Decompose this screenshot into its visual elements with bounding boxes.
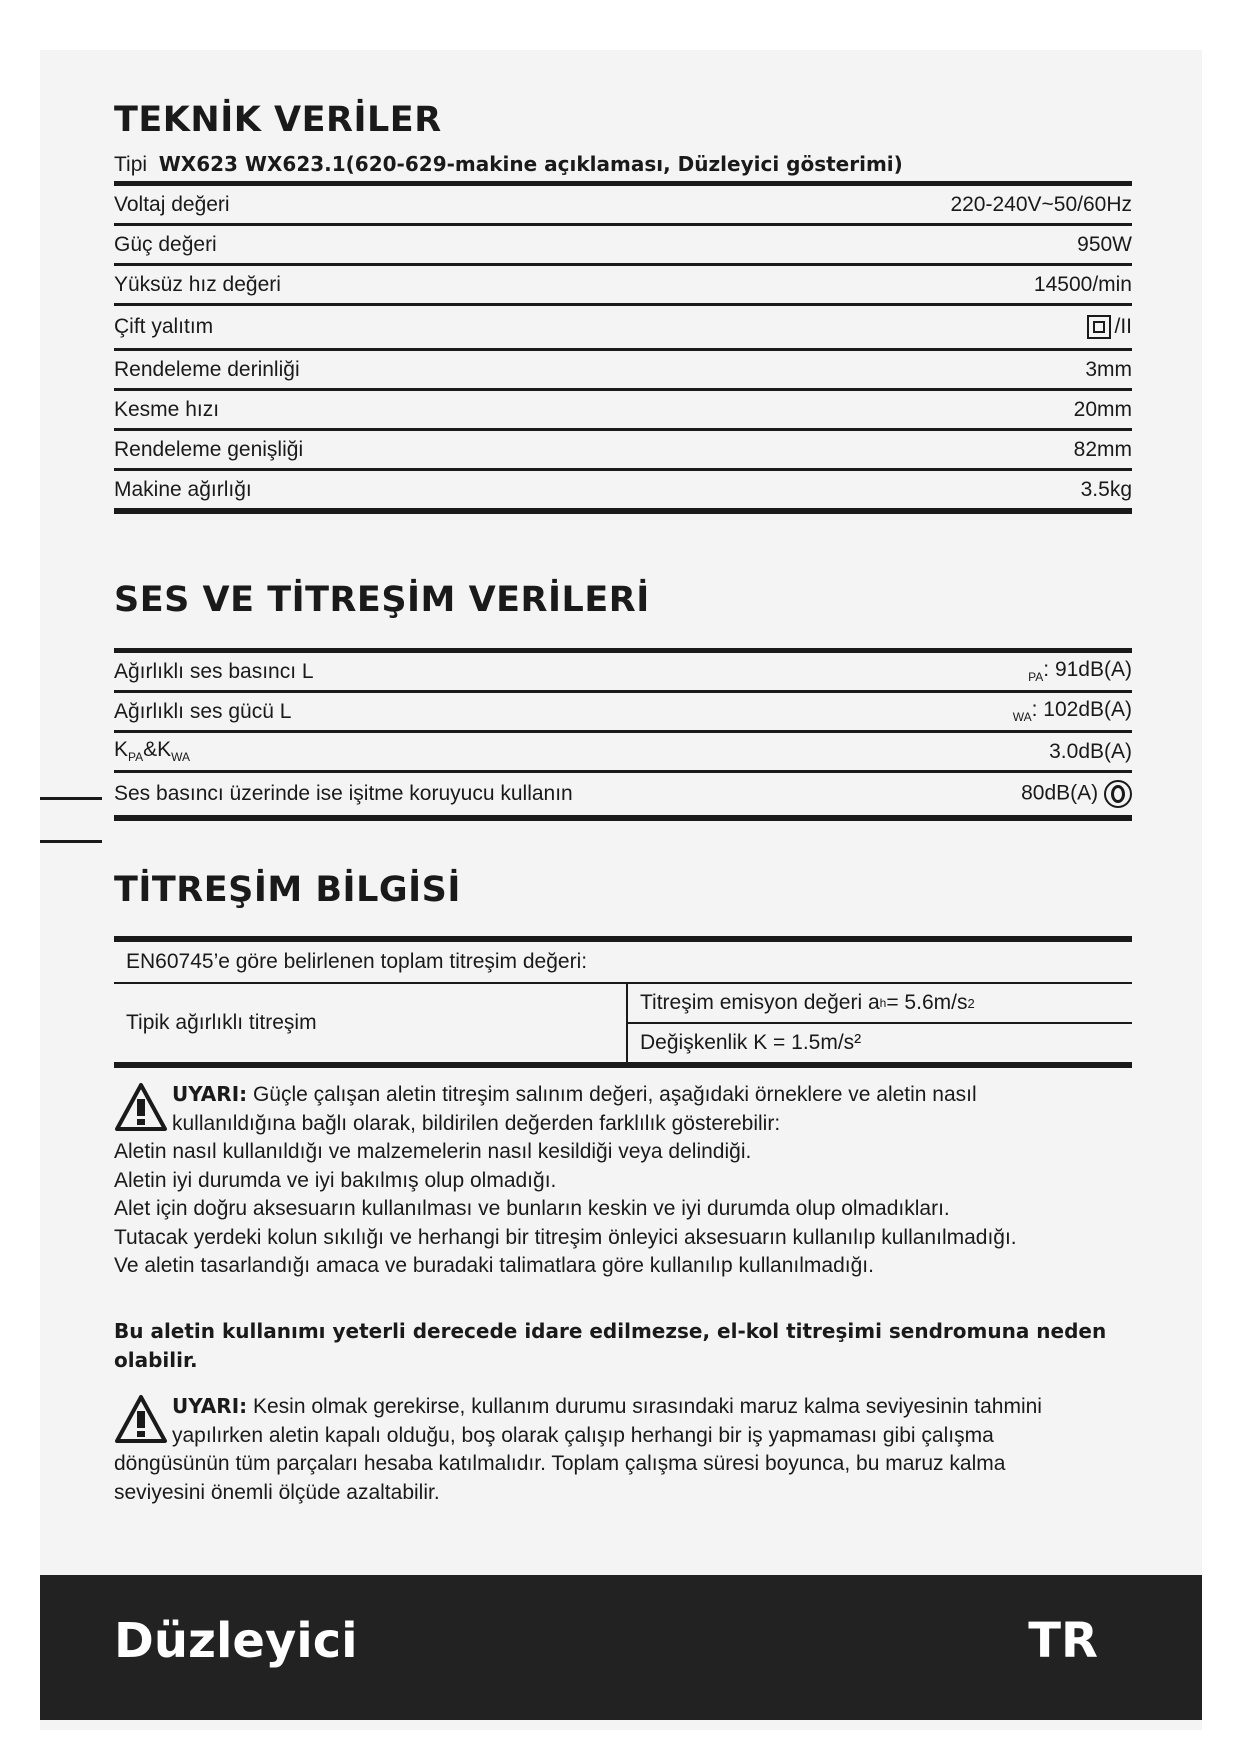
section-title-vibration: TİTREŞİM BİLGİSİ (114, 870, 461, 910)
sound-value: : 102dB(A) (1031, 698, 1132, 722)
superscript: 2 (967, 995, 975, 1011)
warning-head (114, 1080, 1132, 1138)
sound-label: Ağırlıklı ses gücü L (114, 699, 292, 723)
type-label: Tipi (114, 153, 148, 176)
spec-value: 950W (1077, 232, 1132, 256)
spec-label: Voltaj değeri (114, 192, 230, 216)
vibration-right-cells (628, 984, 1132, 1062)
sound-value-wrap (1021, 780, 1132, 808)
warning-text (172, 1080, 977, 1138)
margin-mark (40, 840, 102, 843)
warning-line: kullanıldığına bağlı olarak, bildirilen değerden farklılık gösterebilir: (172, 1111, 781, 1135)
type-value: WX623 WX623.1(620-629-makine açıklaması, Düzleyici gösterimi) (158, 152, 903, 176)
margin-mark (40, 797, 102, 800)
sound-value: : 91dB(A) (1043, 658, 1132, 682)
emission-text: = 5.6m/s (886, 991, 968, 1014)
subscript: PA (128, 750, 144, 765)
warning-label: UYARI: (172, 1394, 248, 1418)
spec-row (114, 226, 1132, 266)
list-item: Aletin iyi durumda ve iyi bakılmış olup olmadığı. (114, 1168, 557, 1192)
vibration-table (114, 936, 1132, 1068)
warning-head (114, 1392, 1132, 1450)
k-symbol: K (114, 738, 129, 762)
spec-label: Kesme hızı (114, 397, 220, 421)
warning-block-2 (114, 1392, 1132, 1507)
list-item: Alet için doğru aksesuarın kullanılması ve bunların keskin ve iyi durumda olup olmadıkları. (114, 1197, 950, 1220)
list-item: Tutacak yerdeki kolun sıkılığı ve herhangi bir titreşim önleyici aksesuarın kullanılıp kullanılmadığı. (114, 1225, 1017, 1249)
subscript: WA (171, 750, 191, 765)
vibration-left-cell: Tipik ağırlıklı titreşim (114, 984, 628, 1062)
bold-note: Bu aletin kullanımı yeterli derecede idare edilmezse, el-kol titreşimi sendromuna neden olabilir. (114, 1319, 1107, 1372)
spec-row (114, 391, 1132, 431)
warning-icon (114, 1082, 168, 1132)
spec-label: Çift yalıtım (114, 315, 214, 338)
spec-label: Güç değeri (114, 232, 217, 256)
warning-text (172, 1392, 1042, 1450)
spec-value: 3mm (1085, 357, 1132, 381)
warning-line: seviyesini önemli ölçüde azaltabilir. (114, 1480, 440, 1504)
sound-value-wrap (1028, 658, 1132, 684)
sound-row (114, 693, 1132, 733)
spec-label: Rendeleme genişliği (114, 437, 304, 461)
footer-title: Düzleyici (114, 1613, 358, 1669)
vibration-section (114, 870, 1132, 1068)
spec-row (114, 306, 1132, 351)
ear-protection-icon (1104, 780, 1132, 808)
subscript: WA (1012, 710, 1032, 725)
emission-text: Titreşim emisyon değeri a (640, 991, 880, 1014)
sound-value-wrap (1013, 698, 1132, 724)
sound-label: Ağırlıklı ses basıncı L (114, 659, 314, 683)
language-code: TR (1028, 1613, 1098, 1669)
warning-line: döngüsünün tüm parçaları hesaba katılmalıdır. Toplam çalışma süresi boyunca, bu maruz kalma (114, 1452, 1006, 1475)
warning-line: yapılırken aletin kapalı olduğu, boş olarak çalışıp herhangi bir iş yapmaması gibi çalışma (172, 1423, 994, 1447)
warning-list (114, 1138, 1132, 1281)
sound-section (114, 580, 1132, 821)
spec-label: Yüksüz hız değeri (114, 272, 281, 296)
type-line (114, 152, 1132, 181)
warning-block-1 (114, 1080, 1132, 1281)
spec-row (114, 431, 1132, 471)
spec-row (114, 266, 1132, 306)
sound-value: 80dB(A) (1021, 781, 1099, 805)
spec-table (114, 181, 1132, 514)
warning-line: Kesin olmak gerekirse, kullanım durumu sırasındaki maruz kalma seviyesinin tahmini (247, 1395, 1042, 1418)
spec-value: 20mm (1073, 397, 1132, 421)
subscript: h (879, 996, 887, 1010)
spec-value: 3.5kg (1080, 477, 1132, 501)
section-title-technical: TEKNİK VERİLER (114, 100, 442, 140)
spec-label: Makine ağırlığı (114, 477, 252, 501)
vibration-body (114, 984, 1132, 1062)
vibration-header: EN60745’e göre belirlenen toplam titreşim değeri: (114, 942, 1132, 984)
list-item: Ve aletin tasarlandığı amaca ve buradaki talimatlara göre kullanılıp kullanılmadığı. (114, 1254, 874, 1277)
list-item: Aletin nasıl kullanıldığı ve malzemelerin nasıl kesildiği veya delindiği. (114, 1140, 752, 1163)
warning-icon (114, 1394, 168, 1444)
technical-data-section (114, 100, 1132, 514)
sound-label (114, 738, 190, 764)
spec-row (114, 471, 1132, 508)
subscript: PA (1028, 670, 1044, 685)
spec-value: /II (1114, 315, 1132, 338)
spec-value: 220-240V~50/60Hz (950, 192, 1132, 216)
sound-row (114, 653, 1132, 693)
spec-row (114, 351, 1132, 391)
sound-row (114, 773, 1132, 815)
double-insulation (1087, 315, 1132, 339)
sound-value: 3.0dB(A) (1049, 739, 1132, 763)
warning-label: UYARI: (172, 1082, 248, 1106)
spec-label: Rendeleme derinliği (114, 357, 300, 381)
footer-bar (40, 1575, 1202, 1720)
sound-row (114, 733, 1132, 773)
emission-value (628, 984, 1132, 1024)
double-insulation-icon (1087, 315, 1111, 339)
section-title-sound: SES VE TİTREŞİM VERİLERİ (114, 580, 650, 620)
spec-value: 82mm (1073, 437, 1132, 461)
sound-label: Ses basıncı üzerinde ise işitme koruyucu kullanın (114, 782, 573, 805)
spec-value: 14500/min (1033, 272, 1132, 296)
sound-table (114, 648, 1132, 821)
warning-line: Güçle çalışan aletin titreşim salınım değeri, aşağıdaki örneklere ve aletin nasıl (247, 1083, 977, 1106)
variance-value: Değişkenlik K = 1.5m/s² (640, 1031, 862, 1054)
spec-row (114, 186, 1132, 226)
k-symbol: &K (143, 738, 172, 762)
